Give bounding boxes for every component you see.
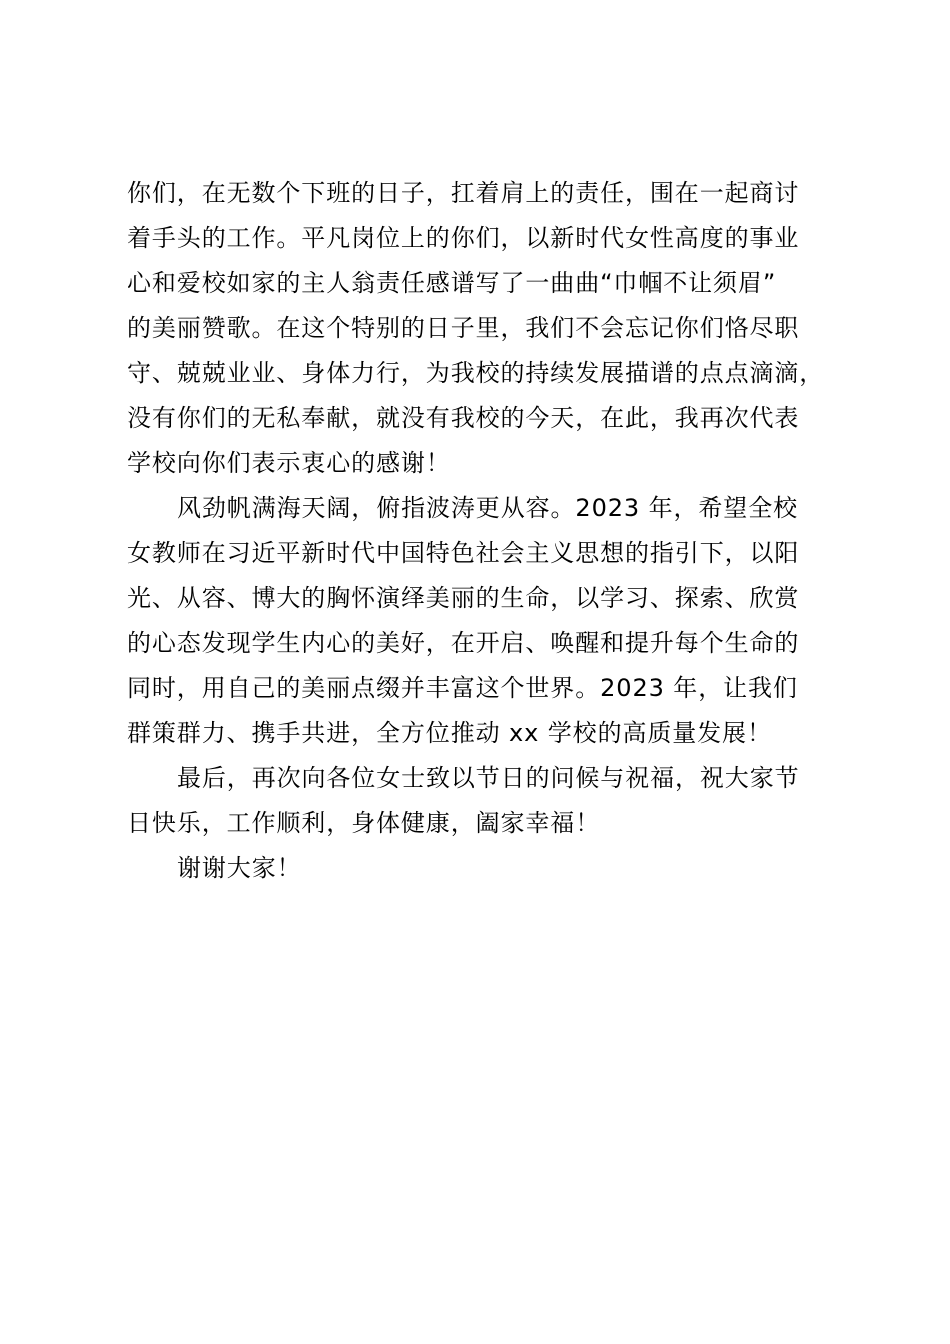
text-line: 的心态发现学生内心的美好，在开启、唤醒和提升每个生命的 (127, 629, 800, 657)
text-line: 的美丽赞歌。在这个特别的日子里，我们不会忘记你们恪尽职 (127, 314, 800, 342)
speech-body (127, 171, 837, 891)
text-line: 着手头的工作。平凡岗位上的你们，以新时代女性高度的事业 (127, 224, 800, 252)
paragraph-start-line: 最后，再次向各位女士致以节日的问候与祝福，祝大家节 (177, 764, 800, 792)
text-line: 没有你们的无私奉献，就没有我校的今天，在此，我再次代表 (127, 404, 800, 432)
paragraph-start-line: 风劲帆满海天阔，俯指波涛更从容。2023 年，希望全校 (177, 494, 799, 522)
text-line: 学校向你们表示衷心的感谢！ (127, 449, 451, 477)
text-line: 日快乐，工作顺利，身体健康，阖家幸福！ (127, 809, 601, 837)
text-line: 光、从容、博大的胸怀演绎美丽的生命，以学习、探索、欣赏 (127, 584, 800, 612)
text-line: 你们，在无数个下班的日子，扛着肩上的责任，围在一起商讨 (127, 179, 800, 207)
text-line: 同时，用自己的美丽点缀并丰富这个世界。2023 年，让我们 (127, 674, 798, 702)
closing-line: 谢谢大家！ (177, 854, 302, 882)
text-line: 群策群力、携手共进，全方位推动 xx 学校的高质量发展！ (127, 719, 772, 747)
text-line: 女教师在习近平新时代中国特色社会主义思想的指引下，以阳 (127, 539, 800, 567)
text-line: 守、兢兢业业、身体力行，为我校的持续发展描谱的点点滴滴， (127, 359, 825, 387)
text-line: 心和爱校如家的主人翁责任感谱写了一曲曲“巾帼不让须眉” (127, 269, 777, 297)
